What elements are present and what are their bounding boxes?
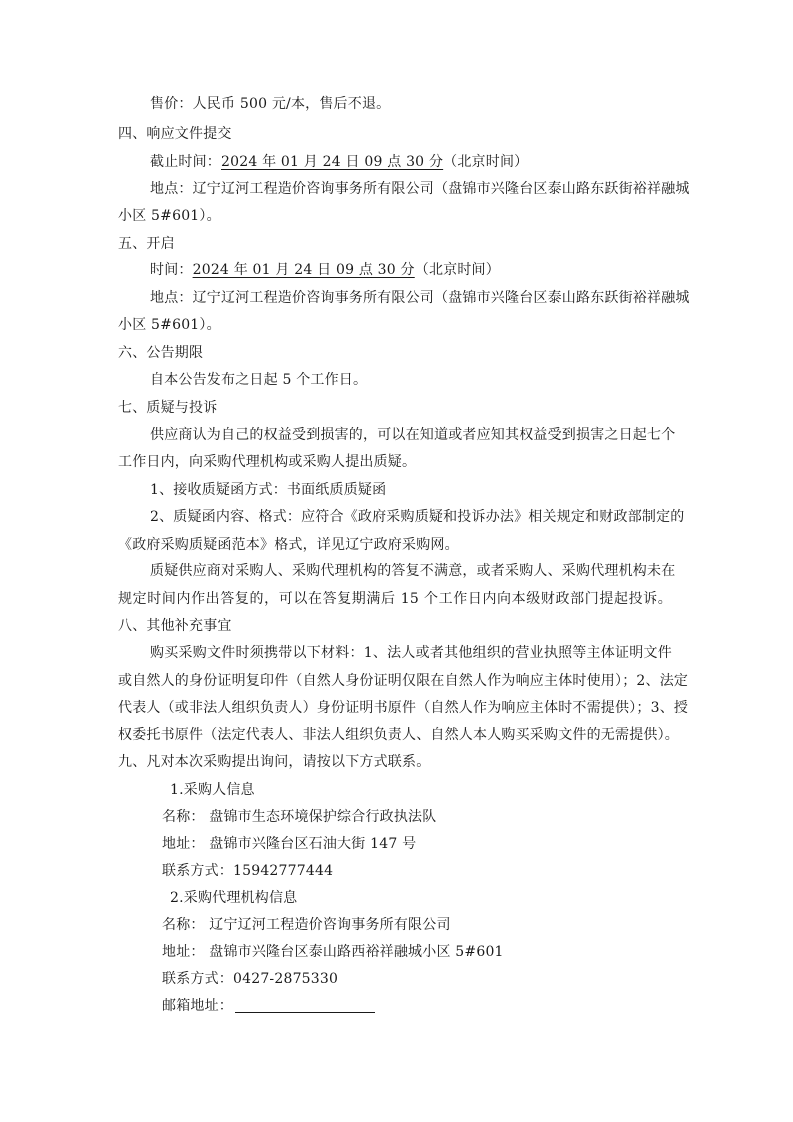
email-blank-underline <box>235 998 375 1013</box>
opening-location-line1: 地点：辽宁辽河工程造价咨询事务所有限公司（盘锦市兴隆台区泰山路东跃街裕祥融城 <box>150 290 690 306</box>
submission-location-line2: 小区 5#601）。 <box>118 208 221 224</box>
section-4-heading: 四、响应文件提交 <box>118 126 232 142</box>
deadline-label: 截止时间： <box>150 154 221 170</box>
buyer-address: 地址： 盘锦市兴隆台区石油大街 147 号 <box>162 836 417 852</box>
section-7-heading: 七、质疑与投诉 <box>118 400 218 416</box>
buyer-contact: 联系方式：15942777444 <box>162 863 334 879</box>
section-5-heading: 五、开启 <box>118 236 175 252</box>
objection-item2-line2: 《政府采购质疑函范本》格式，详见辽宁政府采购网。 <box>118 537 459 553</box>
objection-item2-line1: 2、质疑函内容、格式：应符合《政府采购质疑和投诉办法》相关规定和财政部制定的 <box>150 509 685 525</box>
deadline-suffix: （北京时间） <box>443 154 529 170</box>
supplement-line3: 代表人（或非法人组织负责人）身份证明书原件（自然人作为响应主体时不需提供）；3、授 <box>118 700 689 716</box>
agency-contact: 联系方式：0427-2875330 <box>162 971 339 987</box>
agency-info-title: 2.采购代理机构信息 <box>170 890 298 906</box>
price-line: 售价：人民币 500 元/本，售后不退。 <box>150 96 391 112</box>
buyer-name: 名称： 盘锦市生态环境保护综合行政执法队 <box>162 809 437 825</box>
email-line <box>162 998 375 1014</box>
agency-address: 地址： 盘锦市兴隆台区泰山路西裕祥融城小区 5#601 <box>162 944 504 960</box>
submission-location-line1: 地点：辽宁辽河工程造价咨询事务所有限公司（盘锦市兴隆台区泰山路东跃街裕祥融城 <box>150 181 690 197</box>
email-label: 邮箱地址： <box>162 998 233 1014</box>
section-6-heading: 六、公告期限 <box>118 345 204 361</box>
opening-time-suffix: （北京时间） <box>414 262 500 278</box>
deadline-line <box>150 154 528 170</box>
supplement-line1: 购买采购文件时须携带以下材料：1、法人或者其他组织的营业执照等主体证明文件 <box>150 645 672 661</box>
buyer-info-title: 1.采购人信息 <box>170 782 255 798</box>
objection-item1: 1、接收质疑函方式：书面纸质质疑函 <box>150 482 387 498</box>
deadline-value: 2024 年 01 月 24 日 09 点 30 分 <box>221 154 444 170</box>
opening-time-line <box>150 262 500 278</box>
section-9-heading: 九、凡对本次采购提出询问，请按以下方式联系。 <box>118 754 431 770</box>
opening-time-label: 时间： <box>150 262 193 278</box>
supplement-line2: 或自然人的身份证明复印件（自然人身份证明仅限在自然人作为响应主体时使用）；2、法定 <box>118 673 689 689</box>
notice-period-body: 自本公告发布之日起 5 个工作日。 <box>150 372 368 388</box>
objection-para1-line2: 工作日内，向采购代理机构或采购人提出质疑。 <box>118 454 417 470</box>
agency-name: 名称： 辽宁辽河工程造价咨询事务所有限公司 <box>162 917 451 933</box>
objection-para3-line2: 规定时间内作出答复的，可以在答复期满后 15 个工作日内向本级财政部门提起投诉。 <box>118 591 672 607</box>
opening-location-line2: 小区 5#601）。 <box>118 317 221 333</box>
supplement-line4: 权委托书原件（法定代表人、非法人组织负责人、自然人本人购买采购文件的无需提供）。 <box>118 727 679 743</box>
objection-para3-line1: 质疑供应商对采购人、采购代理机构的答复不满意，或者采购人、采购代理机构未在 <box>150 563 676 579</box>
opening-time-value: 2024 年 01 月 24 日 09 点 30 分 <box>192 262 415 278</box>
section-8-heading: 八、其他补充事宜 <box>118 618 232 634</box>
objection-para1-line1: 供应商认为自己的权益受到损害的，可以在知道或者应知其权益受到损害之日起七个 <box>150 427 676 443</box>
